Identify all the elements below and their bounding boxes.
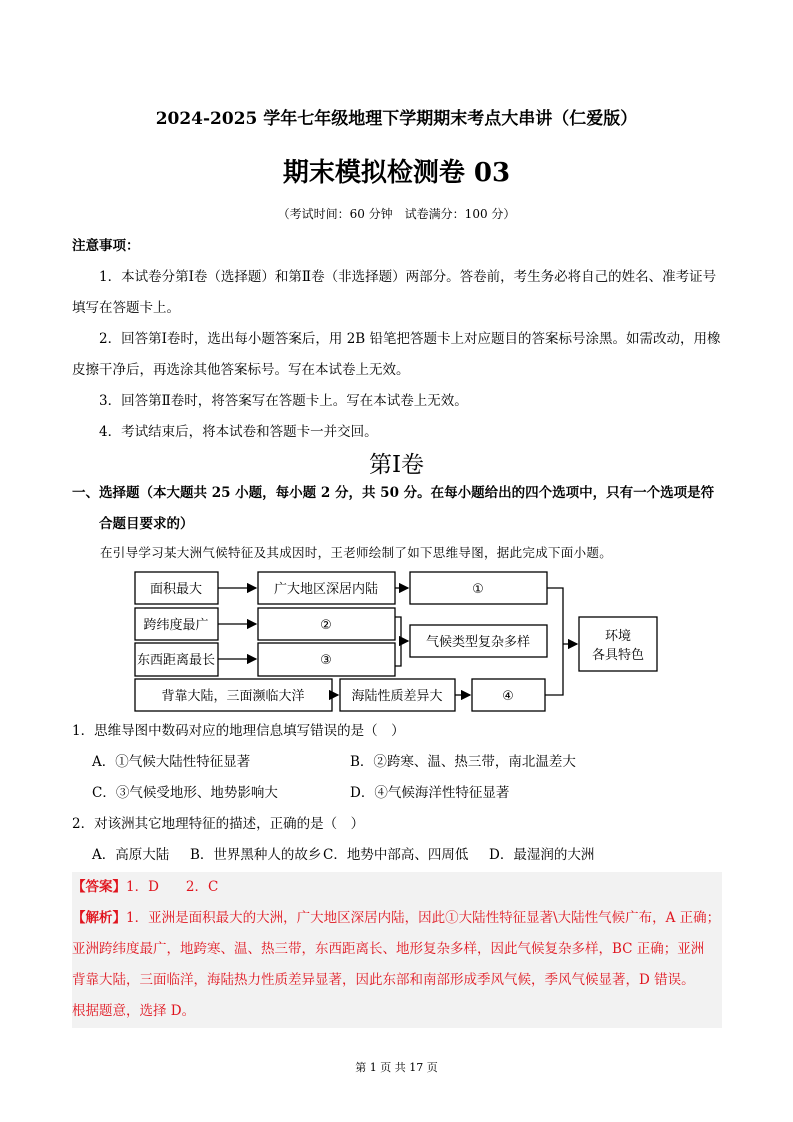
- box-3: [258, 643, 395, 676]
- section-line: 一、选择题（本大题共 25 小题，每小题 2 分，共 50 分。在每小题给出的四个选项中，只有一个选项是符: [72, 485, 715, 501]
- option: A．①气候大陆性特征显著: [92, 754, 251, 770]
- option: D．最湿润的大洲: [489, 847, 595, 863]
- analysis-label: 【解析】: [72, 910, 126, 926]
- label: ①: [472, 582, 484, 597]
- option: C．③气候受地形、地势影响大: [92, 785, 278, 801]
- question-stem: 2．对该洲其它地理特征的描述，正确的是（ ）: [72, 816, 365, 832]
- section-line: 合题目要求的）: [99, 516, 194, 532]
- answer-text: 1．D 2．C: [126, 879, 219, 895]
- option: B．世界黑种人的故乡: [190, 847, 322, 863]
- box-surrounded: [135, 679, 332, 711]
- analysis-line: 根据题意，选择 D。: [72, 1003, 196, 1019]
- note-item: 1．本试卷分第Ⅰ卷（选择题）和第Ⅱ卷（非选择题）两部分。答卷前，考生务必将自己的姓名、准考证号填写在答题卡上。: [72, 269, 717, 316]
- note-item: 2．回答第Ⅰ卷时，选出每小题答案后，用 2B 铅笔把答题卡上对应题目的答案标号涂黑。如需改动，用橡皮擦干净后，再选涂其他答案标号。写在本试卷上无效。: [72, 331, 721, 378]
- label: 海陆性质差异大: [351, 689, 443, 704]
- option-row: [72, 778, 724, 809]
- label: ③: [320, 653, 332, 668]
- answer-label: 【答案】: [72, 879, 126, 895]
- answer-box: [72, 872, 722, 1028]
- volume-heading: 第Ⅰ卷: [368, 452, 425, 478]
- label: 环境: [604, 629, 632, 644]
- box-inland: [258, 572, 395, 604]
- option-row: [72, 840, 724, 871]
- box-largest-area: [135, 572, 218, 604]
- option: C．地势中部高、四周低: [323, 847, 469, 863]
- box-land-sea: [340, 679, 455, 711]
- question-stem: 1．思维导图中数码对应的地理信息填写错误的是（ ）: [72, 723, 405, 739]
- box-environment: [579, 617, 657, 671]
- box-widest-latitude: [135, 608, 218, 640]
- note-item: 3．回答第Ⅱ卷时，将答案写在答题卡上。写在本试卷上无效。: [99, 393, 468, 409]
- box-east-west: [135, 643, 218, 676]
- box-2: [258, 608, 395, 640]
- exam-info: （考试时间：60 分钟 试卷满分：100 分）: [277, 207, 516, 221]
- notes-heading: 注意事项：: [72, 238, 140, 254]
- label: ②: [320, 618, 332, 633]
- label: 东西距离最长: [136, 653, 216, 668]
- section-heading: [72, 478, 724, 540]
- label: ④: [502, 689, 514, 704]
- box-1: [410, 572, 547, 604]
- label: 各具特色: [591, 648, 645, 663]
- option: A．高原大陆: [92, 847, 170, 863]
- label: 气候类型复杂多样: [425, 635, 531, 650]
- label: 面积最大: [149, 582, 203, 597]
- questions: [72, 716, 724, 871]
- analysis-line: 1．亚洲是面积最大的大洲，广大地区深居内陆，因此①大陆性特征显著\大陆性气候广布，A 正确；: [126, 910, 721, 926]
- box-climate-diverse: [410, 625, 547, 657]
- option: B．②跨寒、温、热三带，南北温差大: [350, 754, 576, 770]
- page-footer: 第 1 页 共 17 页: [355, 1061, 438, 1074]
- option: D．④气候海洋性特征显著: [350, 785, 510, 801]
- analysis-line: 亚洲跨纬度最广，地跨寒、温、热三带，东西距离长、地形复杂多样，因此气候复杂多样，BC 正确；亚洲: [72, 941, 705, 957]
- label: 广大地区深居内陆: [273, 582, 379, 597]
- paper-header-title: 2024-2025 学年七年级地理下学期期末考点大串讲（仁爱版）: [155, 109, 638, 129]
- option-row: [72, 747, 724, 778]
- label: 跨纬度最广: [143, 618, 209, 633]
- notes-section: [72, 231, 724, 448]
- box-4: [472, 679, 545, 711]
- analysis-line: 背靠大陆，三面临洋，海陆热力性质差异显著，因此东部和南部形成季风气候，季风气候显著，D 错误。: [72, 972, 695, 988]
- exam-title: 期末模拟检测卷 03: [282, 158, 511, 188]
- label: 背靠大陆，三面濒临大洋: [161, 689, 305, 704]
- question-intro: 在引导学习某大洲气候特征及其成因时，王老师绘制了如下思维导图，据此完成下面小题。: [100, 545, 613, 560]
- note-item: 4．考试结束后，将本试卷和答题卡一并交回。: [99, 424, 378, 440]
